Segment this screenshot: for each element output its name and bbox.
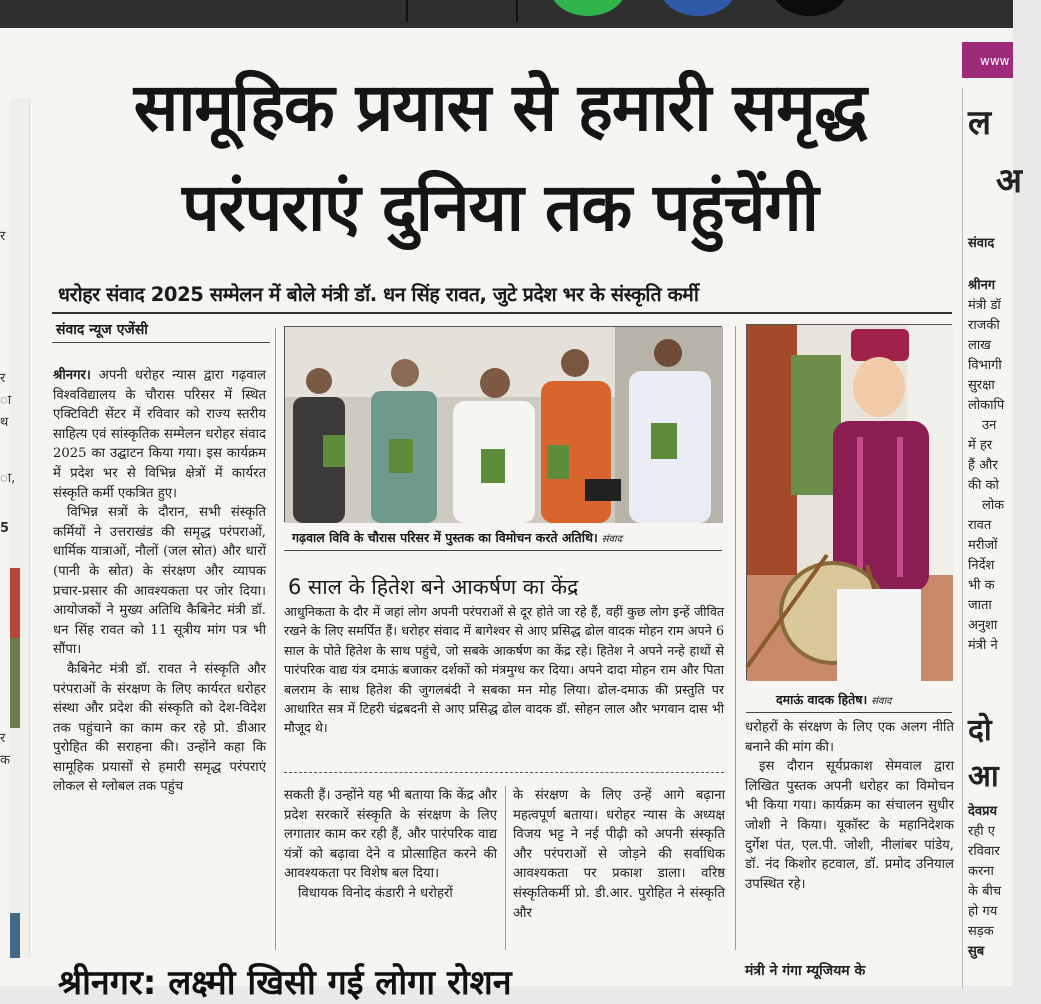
toolbar-separator	[406, 0, 408, 22]
left-edge-text	[0, 518, 22, 540]
edge-line: मंत्री ने	[968, 638, 998, 653]
paragraph: सकती हैं। उन्होंने यह भी बताया कि केंद्र और प्रदेश सरकारें संस्कृति के संरक्षण के लिए लगातार काम कर रही हैं, और पारंपरिक वाद्य यंत्रों को बढ़ावा देने व प्रोत्साहित करने की आवश्यकता पर विशेष बल दिया।	[284, 788, 497, 882]
app-top-bar	[0, 0, 1013, 28]
paragraph: अपनी धरोहर न्यास द्वारा गढ़वाल विश्वविद्यालय के चौरास परिसर में स्थित एक्टिविटी सेंटर में रविवार को राज्य स्तरीय साहित्य एवं सांस्कृतिक सम्मेलन धरोहर संवाद 2025 का उद्घाटन किया गया। इस कार्यक्रम में प्रदेश भर से विभिन्न क्षेत्रों में कार्यरत संस्कृति कर्मी एकत्रित हुए।	[53, 368, 266, 501]
photo-credit: संवाद	[601, 534, 622, 545]
facebook-share-icon[interactable]	[660, 0, 736, 16]
left-edge-text	[0, 468, 22, 490]
child-drummer-photo-illustration	[747, 325, 953, 681]
box-story-title: 6 साल के हितेश बने आकर्षण का केंद्र	[288, 575, 579, 599]
edge-char: क	[0, 753, 10, 768]
box-story-bottom-rule	[284, 772, 724, 773]
left-edge-text	[0, 226, 22, 248]
subhead-rule	[52, 312, 952, 314]
edge-line: सड़क	[968, 924, 994, 939]
paragraph: विभिन्न सत्रों के दौरान, सभी संस्कृति कर्मियों ने उत्तराखंड की समृद्ध परंपराओं, धार्मिक यात्राओं, नौलों (जल स्रोत) और धारों (पानी के स्रोत) के संरक्षण और व्यापक प्रचार-प्रसार की आवश्यकता पर जोर दिया। आयोजकों ने मुख्य अतिथि कैबिनेट मंत्री डॉ. धन सिंह रावत को 11 सूत्रीय मांग पत्र भी सौंपा।	[53, 505, 266, 658]
adjacent-image-strip	[10, 913, 20, 958]
child-drummer-photo	[746, 324, 952, 680]
book-launch-photo	[284, 326, 722, 522]
dateline: श्रीनगर।	[53, 368, 91, 383]
edge-line: रही ए	[968, 824, 995, 839]
edge-line: रविवार	[968, 844, 1000, 859]
whatsapp-share-icon[interactable]	[550, 0, 626, 16]
edge-char: थ	[0, 415, 9, 430]
edge-char: ा	[0, 393, 12, 408]
toolbar-separator	[516, 0, 518, 22]
headline-line-1: सामूहिक प्रयास से हमारी समृद्ध	[133, 69, 867, 146]
edge-line: जाता	[968, 598, 992, 613]
paragraph: धरोहरों के संरक्षण के लिए एक अलग नीति बनाने की मांग की।	[745, 720, 954, 755]
column-divider	[735, 326, 736, 950]
right-edge-byline: संवाद	[968, 236, 995, 251]
paragraph: विधायक विनोद कंडारी ने धरोहरों	[298, 885, 453, 901]
edge-char: 5	[0, 521, 10, 536]
right-edge-headline: ल	[968, 103, 992, 143]
next-story-headline: श्रीनगर: लक्ष्मी खिसी गई लोगा रोशन	[58, 963, 512, 1003]
paragraph: के संरक्षण के लिए उन्हें आगे बढ़ाना महत्वपूर्ण बताया। धरोहर न्यास के अध्यक्ष विजय भट्ट ने नई पीढ़ी को अपनी संस्कृति और परंपराओं से जोड़ने की सर्वाधिक आवश्यकता पर प्रकाश डाला। वरिष्ठ संस्कृतिकर्मी प्रो. डी.आर. पुरोहित ने संस्कृति और	[513, 788, 725, 921]
paragraph: इस दौरान सूर्यप्रकाश सेमवाल द्वारा लिखित पुस्तक अपनी धरोहर का विमोचन भी किया गया। कार्यक्रम का संचालन सुधीर जोशी ने किया। यूकॉस्ट के महानिदेशक दुर्गेश पंत, एल.पी. जोशी, नीलांबर पांडेय, डॉ. नंद किशोर हटवाल, डॉ. प्रमोद उनियाल उपस्थित रहे।	[745, 759, 954, 892]
edge-line: लाख	[968, 338, 991, 353]
right-edge-column	[968, 276, 1013, 656]
edge-char: र	[0, 229, 6, 244]
x-share-icon[interactable]	[772, 0, 848, 16]
right-edge-headline: आ	[968, 759, 999, 794]
edge-line: हैं और	[968, 458, 998, 473]
photo-credit: संवाद	[871, 696, 892, 707]
edge-char: र	[0, 731, 6, 746]
edge-line: उन	[982, 418, 997, 433]
edge-char: र	[0, 371, 6, 386]
adjacent-banner-text: www	[980, 54, 1010, 68]
article-column-4-continued: मंत्री ने गंगा म्यूजियम के	[745, 963, 866, 979]
photo-caption	[776, 691, 892, 708]
adjacent-image-strip	[10, 638, 20, 728]
edge-line: सुरक्षा	[968, 378, 995, 393]
adjacent-banner	[962, 42, 1013, 78]
article-column-3	[513, 786, 725, 950]
edge-line: विभागी	[968, 358, 1002, 373]
edge-line: श्रीनग	[968, 278, 996, 293]
caption-rule	[746, 712, 952, 713]
newspaper-clipping	[0, 28, 1022, 1003]
edge-line: हो गय	[968, 904, 998, 919]
byline: संवाद न्यूज एजेंसी	[56, 322, 148, 338]
left-edge-text	[0, 368, 22, 434]
byline-rule	[52, 342, 270, 343]
left-edge-text	[0, 728, 22, 772]
edge-line: मंत्री डॉ	[968, 298, 1001, 313]
right-edge-headline: दो	[968, 713, 992, 748]
edge-char: ा,	[0, 471, 16, 486]
edge-line: देवप्रय	[968, 804, 998, 819]
article-column-4	[745, 718, 954, 950]
edge-line: में हर	[968, 438, 993, 453]
caption-text: दमाऊं वादक हितेष।	[776, 692, 868, 707]
article-column-1	[53, 366, 266, 950]
edge-line: लोकापि	[968, 398, 1005, 413]
edge-line: अनुशा	[968, 618, 998, 633]
column-divider	[505, 786, 506, 950]
article-column-2	[284, 786, 497, 950]
caption-rule	[284, 550, 722, 551]
edge-line: रावत	[968, 518, 992, 533]
column-divider	[275, 328, 276, 950]
edge-line: के बीच	[968, 884, 1002, 899]
paragraph: कैबिनेट मंत्री डॉ. रावत ने संस्कृति और परंपराओं के संरक्षण के लिए कार्यरत धरोहर संस्था और प्रदेश की संस्कृति को देश-विदेश तक पहुंचाने का काम कर रहे प्रो. डीआर पुरोहित की सराहना की। उन्होंने कहा कि सामूहिक प्रयासों से हमारी समृद्ध परंपराएं लोकल से ग्लोबल तक पहुंच	[53, 661, 266, 795]
right-edge-headline: अ	[996, 161, 1022, 201]
photo-caption	[292, 529, 622, 546]
edge-line: मरीजों	[968, 538, 998, 553]
edge-line: निर्देश	[968, 558, 995, 573]
page-divider	[962, 88, 963, 988]
edge-line: भी क	[968, 578, 995, 593]
headline-line-2: परंपराएं दुनिया तक पहुंचेंगी	[182, 169, 818, 246]
edge-line: करना	[968, 864, 994, 879]
box-story-text: आधुनिकता के दौर में जहां लोग अपनी परंपराओं से दूर होते जा रहे हैं, वहीं कुछ लोग इन्हें जीवित रखने के लिए समर्पित हैं। धरोहर संवाद में बागेश्वर से आए प्रसिद्ध ढोल वादक मोहन राम अपने 6 साल के पोते हितेश के साथ पहुंचे, जो सबके आकर्षण का केंद्र रहे। हितेश ने अपने नन्हे हाथों से पारंपरिक वाद्य यंत्र दमाऊं बजाकर दर्शकों को मंत्रमुग्ध कर दिया। अपने दादा मोहन राम और पिता बलराम के साथ हितेश की जुगलबंदी ने सबका मन मोह लिया। ढोल-दमाऊ की प्रस्तुति पर आधारित सत्र में टिहरी चंद्रबदनी से आए प्रसिद्ध ढोल वादक डॉ. सोहन लाल और भगवान दास भी मौजूद थे।	[284, 604, 724, 736]
subheadline: धरोहर संवाद 2025 सम्मेलन में बोले मंत्री डॉ. धन सिंह रावत, जुटे प्रदेश भर के संस्कृति कर्मी	[58, 283, 699, 306]
edge-line: सुब	[968, 944, 985, 959]
edge-line: राजकी	[968, 318, 1000, 333]
edge-line: लोक	[982, 498, 1005, 513]
adjacent-image-strip	[10, 568, 20, 638]
caption-text: गढ़वाल विवि के चौरास परिसर में पुस्तक का विमोचन करते अतिथि।	[292, 530, 598, 545]
right-edge-column	[968, 802, 1013, 962]
book-launch-photo-illustration	[285, 327, 723, 523]
edge-line: की को	[968, 478, 999, 493]
